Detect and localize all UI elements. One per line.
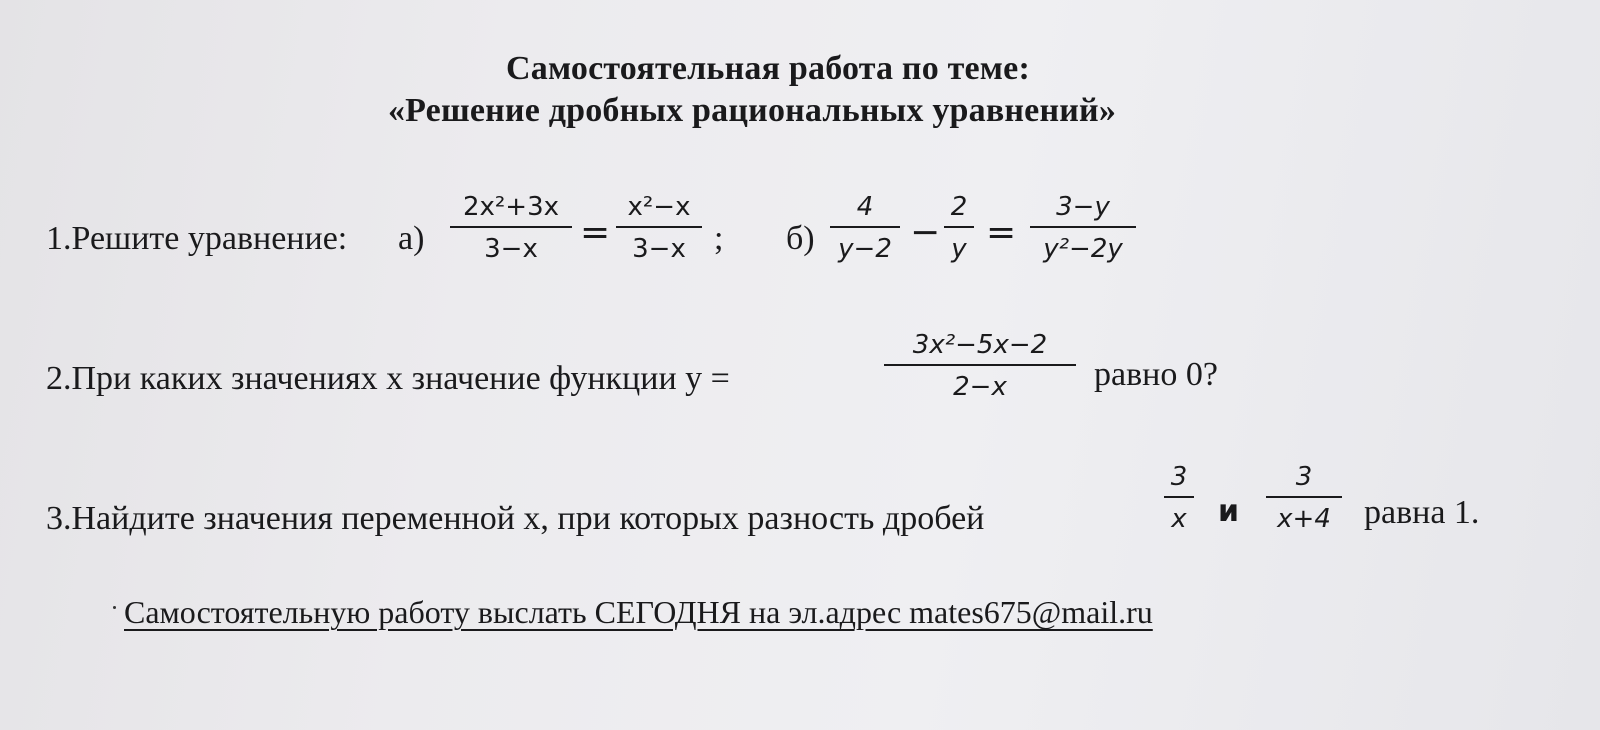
fraction-numerator: 2x²+3x	[462, 192, 560, 222]
task1-b-fraction3	[1030, 192, 1136, 264]
equals-sign: =	[580, 212, 611, 253]
worksheet-title-line1: Самостоятельная работа по теме:	[506, 50, 1030, 87]
separator: ;	[714, 220, 724, 257]
fraction-numerator: 2	[950, 192, 968, 222]
task1-label: 1.Решите уравнение:	[46, 220, 348, 257]
fraction-bar	[884, 364, 1076, 366]
fraction-numerator: 3	[1170, 462, 1188, 492]
task1-b-fraction1	[830, 192, 900, 264]
task1-a-right-fraction	[616, 192, 702, 264]
fraction-bar	[450, 226, 572, 228]
minus-sign: −	[910, 212, 941, 253]
fraction-bar	[1266, 496, 1342, 498]
task3-fraction1	[1164, 462, 1194, 534]
task2-function-fraction	[884, 330, 1076, 402]
task1-b-fraction2	[944, 192, 974, 264]
fraction-denominator: 2−x	[953, 372, 1007, 402]
fraction-denominator: y−2	[838, 234, 892, 264]
worksheet-title-line2: «Решение дробных рациональных уравнений»	[387, 92, 1117, 129]
fraction-numerator: x²−x	[627, 192, 691, 222]
fraction-denominator: y²−2y	[1043, 234, 1123, 264]
task2-tail: равно 0?	[1094, 356, 1218, 393]
task3-fraction2	[1266, 462, 1342, 534]
stray-dot	[113, 606, 116, 609]
task2-text: 2.При каких значениях x значение функции y =	[46, 360, 730, 397]
fraction-bar	[830, 226, 900, 228]
submission-note: Самостоятельную работу выслать СЕГОДНЯ на эл.адрес mates675@mail.ru	[124, 594, 1153, 630]
fraction-bar	[616, 226, 702, 228]
fraction-bar	[944, 226, 974, 228]
fraction-numerator: 3	[1295, 462, 1313, 492]
task3-tail: равна 1.	[1364, 494, 1480, 531]
fraction-denominator: y	[951, 234, 967, 264]
fraction-numerator: 3x²−5x−2	[912, 330, 1048, 360]
conjunction: и	[1218, 494, 1240, 529]
fraction-bar	[1164, 496, 1194, 498]
fraction-denominator: 3−x	[632, 234, 686, 264]
task1-a-left-fraction	[450, 192, 572, 264]
fraction-numerator: 3−y	[1056, 192, 1110, 222]
task1-part-b-label: б)	[786, 220, 815, 257]
task1-part-a-label: а)	[398, 220, 425, 257]
fraction-bar	[1030, 226, 1136, 228]
fraction-numerator: 4	[856, 192, 874, 222]
fraction-denominator: x+4	[1277, 504, 1331, 534]
fraction-denominator: 3−x	[484, 234, 538, 264]
equals-sign: =	[986, 212, 1017, 253]
fraction-denominator: x	[1171, 504, 1187, 534]
task3-text: 3.Найдите значения переменной x, при которых разность дробей	[46, 500, 985, 537]
